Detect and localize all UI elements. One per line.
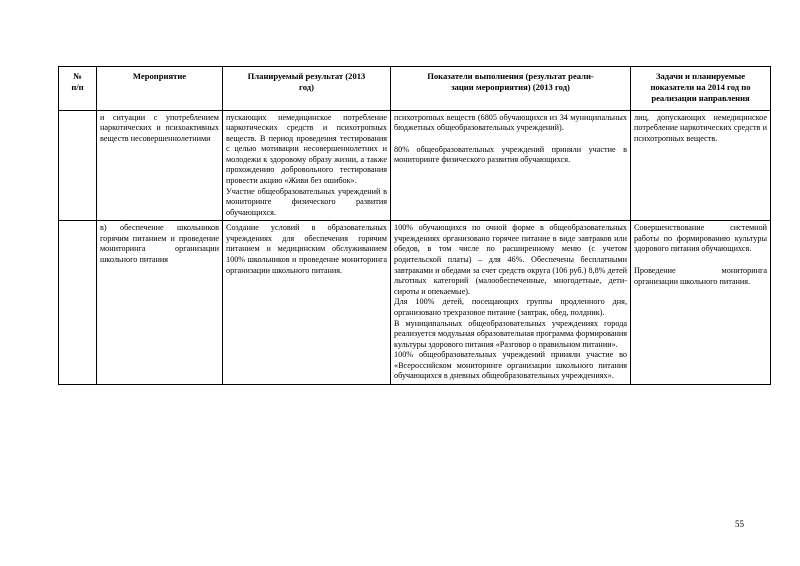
- cell-indicators-para-2: Для 100% детей, посещающих группы продленного дня, организовано трехразовое питание (завтрак, обед, полдник).: [394, 297, 627, 317]
- column-header-planned-result-line1: Планируемый результат (2013: [247, 71, 366, 81]
- cell-planned-result-para-1: пускающих немедицинское потребление наркотических средств и психотропных веществ. В период проведения тестирования с целью мотивации несовершеннолетних и молодежи к здоровому образу жизни, а также прохождению добровольного тестирования провести акцию «Живи без ошибок».: [226, 112, 387, 185]
- column-header-indicators-line2: зации мероприятия) (2013 год): [451, 82, 570, 93]
- cell-indicators-para-3: В муниципальных общеобразовательных учреждениях города реализуется модульная образовательная программа формирования культуры здорового питания «Разговор о правильном питании».: [394, 318, 627, 349]
- column-header-tasks-line2: показатели на 2014 год по: [650, 82, 751, 93]
- table-header-row: [59, 67, 771, 111]
- cell-event-text: в) обеспечение школьников горячим питанием и проведение мониторинга организации школьного питания: [100, 223, 219, 265]
- cell-planned-result: [223, 221, 391, 385]
- column-header-tasks: [631, 67, 771, 111]
- cell-indicators-para-2: 80% общеобразовательных учреждений приняли участие в мониторинге физического развития обучающихся.: [394, 144, 627, 165]
- column-header-event: [97, 67, 223, 111]
- column-header-number-line1: №: [73, 71, 82, 81]
- page-number: 55: [735, 519, 744, 529]
- table-row: [59, 221, 771, 385]
- cell-number: [59, 221, 97, 385]
- column-header-tasks-line1: Задачи и планируемые: [655, 71, 746, 81]
- cell-event: [97, 221, 223, 385]
- column-header-number: [59, 67, 97, 111]
- cell-indicators-para-1: 100% обучающихся по очной форме в общеобразовательных учреждениях организовано горячее питание в виде завтраков или обедов, в том числе по расширенному меню (с учетом родительской платы) – для 46%. Обеспечены бесплатными завтраками и обедами за счет средств округа (106 руб.) 8,8% детей льготных категорий (малообеспеченные, многодетные, дети-сироты и опекаемые).: [394, 223, 627, 296]
- cell-tasks: [631, 221, 771, 385]
- column-header-indicators: [391, 67, 631, 111]
- cell-planned-result-para-1: Создание условий в образовательных учреждениях для обеспечения горячим питанием и медицинским обслуживанием 100% школьников и проведение мониторинга организации школьного питания.: [226, 223, 387, 275]
- cell-number: [59, 110, 97, 221]
- cell-indicators-para-4: 100% общеобразовательных учреждений приняли участие во «Всероссийском мониторинге организации школьного питания обучающихся в дневных общеобразовательных учреждениях».: [394, 350, 627, 381]
- results-table: [58, 66, 771, 385]
- column-header-indicators-line1: Показатели выполнения (результат реали-: [427, 71, 594, 81]
- cell-indicators-para-1: психотропных веществ (6805 обучающихся из 34 муниципальных бюджетных общеобразовательных учреждений).: [394, 112, 627, 133]
- cell-tasks-para-1: Совершенствование системной работы по формированию культуры здорового питания обучающихся.: [634, 223, 767, 254]
- column-header-event-line1: Мероприятие: [132, 71, 187, 81]
- cell-planned-result: [223, 110, 391, 221]
- cell-tasks: [631, 110, 771, 221]
- cell-planned-result-para-2: Участие общеобразовательных учреждений в мониторинге физического развития обучающихся.: [226, 186, 387, 217]
- table-row: [59, 110, 771, 221]
- column-header-tasks-line3: реализации направления: [651, 93, 750, 104]
- column-header-planned-result-line2: год): [299, 82, 314, 93]
- cell-indicators: [391, 221, 631, 385]
- column-header-number-line2: п/п: [71, 82, 84, 93]
- cell-tasks-para-1: лиц, допускающих немедицинское потребление наркотических средств и психотропных веществ.: [634, 112, 767, 143]
- cell-tasks-para-2: Проведение мониторинга организации школьного питания.: [634, 266, 767, 286]
- table-body: [59, 110, 771, 384]
- cell-indicators: [391, 110, 631, 221]
- cell-event: [97, 110, 223, 221]
- column-header-planned-result: [223, 67, 391, 111]
- table-header: [59, 67, 771, 111]
- cell-event-text: и ситуации с употреблением наркотических и психоактивных веществ несовершеннолетними: [100, 112, 219, 143]
